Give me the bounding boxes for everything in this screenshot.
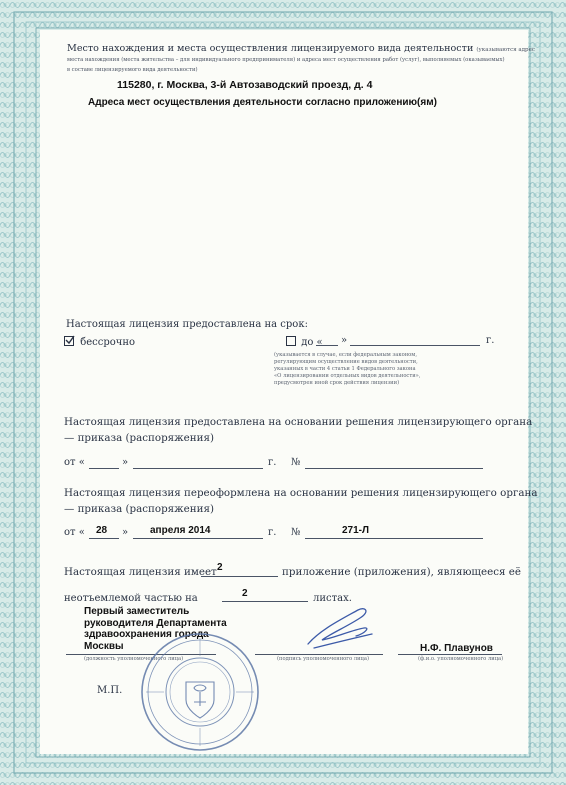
reissue-from-mid: »	[122, 527, 129, 538]
signer-name: Н.Ф. Плавунов	[420, 643, 493, 654]
term-note-1: (указывается в случае, если федеральным законом,	[274, 352, 417, 358]
name-caption: (ф.и.о. уполномоченного лица)	[418, 656, 504, 662]
sign-caption: (подпись уполномоченного лица)	[277, 656, 369, 662]
location-note-3: в составе лицензируемого вида деятельности)	[67, 67, 198, 73]
grant-text-2: — приказа (распоряжения)	[64, 432, 214, 444]
grant-day-line	[89, 468, 119, 469]
appendix-sheets-line	[222, 601, 308, 602]
signer-position-3: здравоохранения города	[84, 629, 209, 640]
reissue-month-year: апреля 2014	[150, 525, 211, 536]
reissue-from-prefix: от «	[64, 527, 85, 538]
grant-from-prefix: от «	[64, 457, 85, 468]
appendix-count: 2	[217, 562, 223, 573]
stamp-place: М.П.	[97, 685, 123, 696]
signer-position-1: Первый заместитель	[84, 606, 190, 617]
indefinite-label: бессрочно	[80, 337, 136, 348]
reissue-order-number: 271-Л	[342, 525, 370, 536]
handwritten-signature	[300, 600, 380, 656]
reissue-text-1: Настоящая лицензия переоформлена на основании решения лицензирующего органа	[64, 487, 538, 499]
appendix-text-2: приложение (приложения), являющееся её	[282, 566, 521, 578]
appendix-text-4: листах.	[313, 593, 352, 604]
until-checkbox	[286, 336, 296, 346]
grant-text-1: Настоящая лицензия предоставлена на основании решения лицензирующего органа	[64, 416, 533, 428]
address: 115280, г. Москва, 3-й Автозаводский проезд, д. 4	[117, 79, 373, 91]
reissue-date-line	[133, 538, 263, 539]
until-year-suffix: г.	[486, 335, 495, 346]
watermark	[160, 135, 180, 182]
check-mark-icon	[65, 335, 75, 345]
reissue-text-2: — приказа (распоряжения)	[64, 503, 214, 515]
official-stamp	[138, 630, 262, 754]
grant-number-line	[305, 468, 483, 469]
reissue-day-line	[89, 538, 119, 539]
term-note	[274, 352, 421, 387]
reissue-no-label: №	[291, 527, 301, 538]
appendix-text-1: Настоящая лицензия имеет	[64, 566, 217, 578]
indefinite-option	[64, 335, 135, 348]
reissue-day: 28	[96, 525, 108, 536]
name-line	[398, 654, 502, 655]
until-day-line	[316, 345, 338, 346]
appendix-sheets: 2	[242, 588, 248, 599]
grant-date-line	[133, 468, 263, 469]
term-note-4: «О лицензировании отдельных видов деятельности»,	[274, 373, 421, 379]
position-caption: (должность уполномоченного лица)	[84, 656, 184, 662]
indefinite-checkbox	[64, 336, 74, 346]
appendix-count-line	[201, 576, 278, 577]
term-note-3: указанных в части 4 статьи 1 Федерального закона	[274, 366, 416, 372]
signer-position-2: руководителя Департамента	[84, 617, 227, 629]
addresses-appendix: Адреса мест осуществления деятельности согласно приложению(ям)	[88, 97, 437, 108]
reissue-number-line	[305, 538, 483, 539]
until-prefix: до «	[301, 337, 323, 348]
until-mid: »	[341, 335, 348, 346]
term-note-2: регулирующим осуществление видов деятельности,	[274, 359, 418, 365]
reissue-year-suffix: г.	[268, 527, 277, 538]
signer-position-4: Москвы	[84, 640, 124, 652]
location-note-1: (указываются адрес	[476, 47, 535, 53]
location-note-2: места нахождения (места жительства – для индивидуального предпринимателя) и адреса мест осуществления работ (услуг), выполняемых (оказываемых)	[67, 57, 505, 63]
until-date-line	[350, 345, 480, 346]
grant-no-label: №	[291, 457, 301, 468]
until-option	[286, 335, 323, 348]
grant-from-mid: »	[122, 457, 129, 468]
appendix-text-3: неотъемлемой частью на	[64, 593, 198, 604]
location-heading	[67, 43, 535, 54]
term-note-5: предусмотрен иной срок действия лицензии)	[274, 380, 400, 386]
grant-year-suffix: г.	[268, 457, 277, 468]
term-label: Настоящая лицензия предоставлена на срок:	[66, 319, 308, 330]
location-heading-text: Место нахождения и места осуществления лицензируемого вида деятельности	[67, 43, 474, 54]
